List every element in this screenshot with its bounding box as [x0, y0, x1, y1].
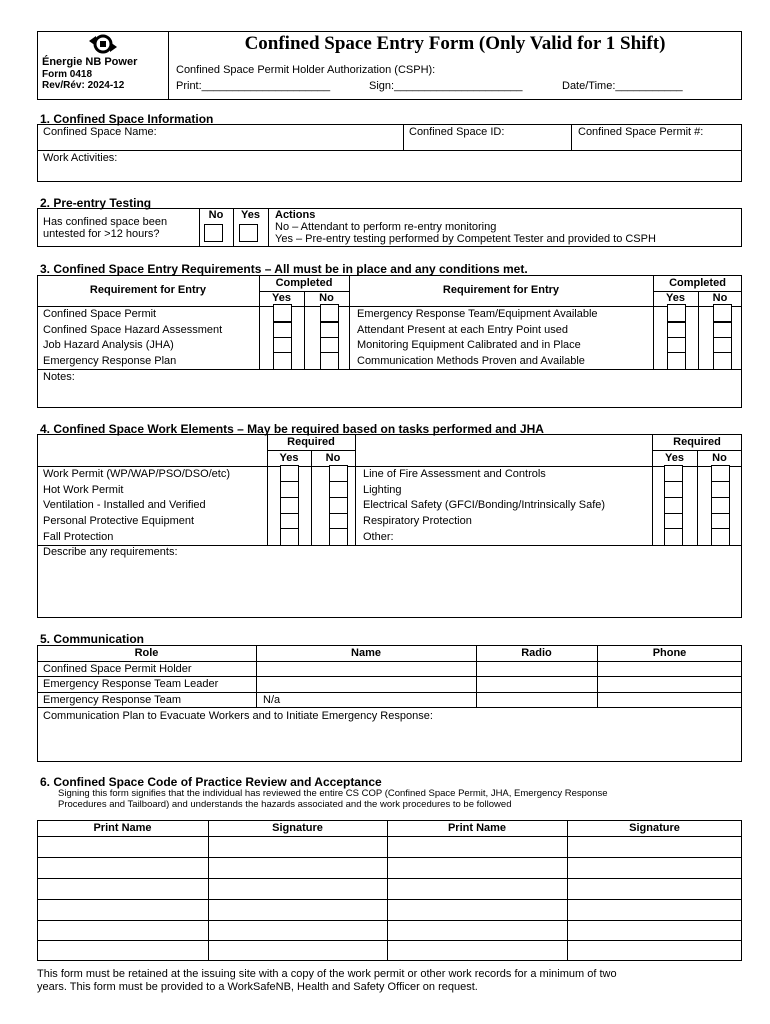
col-divider	[387, 820, 388, 961]
role-item: Emergency Response Team Leader	[43, 678, 219, 690]
pre-entry-question: Has confined space been	[43, 216, 168, 228]
requirement-item: Emergency Response Team/Equipment Available	[357, 308, 598, 320]
yes-header: Yes	[279, 452, 299, 464]
work-activities-field[interactable]: Work Activities:	[43, 152, 118, 164]
work-element-item: Electrical Safety (GFCI/Bonding/Intrinsically Safe)	[363, 499, 606, 511]
requirement-item: Communication Methods Proven and Available	[357, 355, 585, 367]
row-divider	[37, 676, 742, 677]
no-header: No	[712, 452, 727, 464]
work-element-yes-checkbox[interactable]	[664, 528, 683, 546]
no-header: No	[325, 452, 341, 464]
role-item: Confined Space Permit Holder	[43, 663, 192, 675]
requirement-item: Confined Space Permit	[43, 308, 157, 320]
yes-header: Yes	[666, 292, 685, 304]
row-divider	[37, 899, 742, 900]
print-name-header: Print Name	[447, 822, 507, 834]
requirement-item: Job Hazard Analysis (JHA)	[43, 339, 174, 351]
section-6-description: Signing this form signifies that the individual has reviewed the entire CS COP (Confined Space Permit, JHA, Emergency Response	[58, 788, 608, 799]
requirement-no-checkbox[interactable]	[713, 352, 732, 370]
requirement-item: Emergency Response Plan	[43, 355, 177, 367]
actions-header: Actions	[275, 209, 316, 221]
yes-header: Yes	[272, 292, 291, 304]
work-element-item: Ventilation - Installed and Verified	[43, 499, 206, 511]
work-element-no-checkbox[interactable]	[711, 528, 730, 546]
no-header: No	[319, 292, 334, 304]
row-divider	[37, 661, 742, 662]
requirement-yes-checkbox[interactable]	[273, 304, 292, 322]
work-element-no-checkbox[interactable]	[329, 528, 348, 546]
requirement-no-checkbox[interactable]	[320, 352, 339, 370]
revision: Rev/Rév: 2024-12	[42, 80, 125, 91]
required-header-left: Required	[287, 436, 335, 448]
requirement-item: Confined Space Hazard Assessment	[43, 324, 223, 336]
col-divider	[403, 124, 404, 150]
section-5-heading: 5. Communication	[40, 632, 145, 646]
signature-header: Signature	[629, 822, 680, 834]
completed-header-left: Completed	[275, 277, 333, 289]
work-element-other-field[interactable]: Other:	[363, 531, 394, 543]
row-divider	[37, 920, 742, 921]
work-element-item: Hot Work Permit	[43, 484, 124, 496]
row-divider	[37, 707, 742, 708]
col-divider	[355, 434, 356, 545]
row-divider	[37, 878, 742, 879]
col-divider	[567, 820, 568, 961]
no-header: No	[712, 292, 728, 304]
page-title: Confined Space Entry Form (Only Valid for 1 Shift)	[244, 33, 666, 54]
confined-space-name-field[interactable]: Confined Space Name:	[43, 126, 157, 138]
requirement-item: Attendant Present at each Entry Point used	[357, 324, 568, 336]
action-yes: Yes – Pre-entry testing performed by Competent Tester and provided to CSPH	[275, 233, 656, 245]
requirement-no-checkbox[interactable]	[320, 304, 339, 322]
confined-space-id-field[interactable]: Confined Space ID:	[409, 126, 505, 138]
required-header-right: Required	[673, 436, 721, 448]
print-name-header: Print Name	[93, 822, 152, 834]
csph-date-field[interactable]: Date/Time:___________	[562, 80, 683, 92]
work-element-item: Respiratory Protection	[363, 515, 472, 527]
col-divider	[267, 434, 268, 545]
work-element-item: Lighting	[363, 484, 402, 496]
notes-field[interactable]: Notes:	[43, 371, 75, 383]
action-no: No – Attendant to perform re-entry monitoring	[275, 221, 497, 233]
col-divider	[571, 124, 572, 150]
csph-sign-field[interactable]: Sign:_____________________	[369, 80, 523, 92]
row-divider	[37, 466, 742, 467]
nb-power-logo-icon	[86, 33, 120, 55]
pre-entry-no-header: No	[208, 209, 224, 221]
section-4-heading: 4. Confined Space Work Elements – May be required based on tasks performed and JHA	[40, 422, 544, 436]
pre-entry-question: untested for >12 hours?	[43, 228, 160, 240]
signature-header: Signature	[272, 822, 323, 834]
requirement-yes-checkbox[interactable]	[667, 352, 686, 370]
phone-header: Phone	[652, 647, 687, 659]
row-divider	[37, 940, 742, 941]
role-item: Emergency Response Team	[43, 694, 181, 706]
col-divider	[268, 208, 269, 247]
row-divider	[37, 306, 742, 307]
requirement-item: Monitoring Equipment Calibrated and in Place	[357, 339, 581, 351]
row-divider	[37, 857, 742, 858]
pre-entry-yes-checkbox[interactable]	[239, 224, 258, 242]
org-name: Énergie NB Power	[42, 56, 138, 68]
communication-plan-field[interactable]: Communication Plan to Evacuate Workers and to Initiate Emergency Response:	[43, 710, 433, 722]
work-element-item: Line of Fire Assessment and Controls	[363, 468, 546, 480]
section-6-description: Procedures and Tailboard) and understands the hazards associated and the work procedures to be followed	[58, 799, 512, 810]
yes-header: Yes	[665, 452, 684, 464]
name-header: Name	[351, 647, 381, 659]
work-element-item: Fall Protection	[43, 531, 114, 543]
row-divider	[37, 150, 742, 151]
requirement-yes-checkbox[interactable]	[273, 352, 292, 370]
section-2-heading: 2. Pre-entry Testing	[40, 196, 152, 210]
footer-note: years. This form must be provided to a WorkSafeNB, Health and Safety Officer on request.	[37, 981, 478, 993]
confined-space-permit-field[interactable]: Confined Space Permit #:	[578, 126, 704, 138]
section-6-heading: 6. Confined Space Code of Practice Review and Acceptance	[40, 775, 382, 789]
row-divider	[37, 369, 742, 370]
role-header: Role	[134, 647, 159, 659]
work-element-yes-checkbox[interactable]	[280, 528, 299, 546]
completed-header-right: Completed	[669, 277, 726, 289]
col-divider	[652, 434, 653, 545]
section-3-heading: 3. Confined Space Entry Requirements – All must be in place and any conditions met.	[40, 262, 528, 276]
csph-label: Confined Space Permit Holder Authorization (CSPH):	[176, 64, 436, 76]
requirement-header-left: Requirement for Entry	[89, 284, 207, 296]
work-element-item: Personal Protective Equipment	[43, 515, 195, 527]
radio-header: Radio	[521, 647, 552, 659]
work-element-item: Work Permit (WP/WAP/PSO/DSO/etc)	[43, 468, 231, 480]
requirement-yes-checkbox[interactable]	[667, 304, 686, 322]
pre-entry-yes-header: Yes	[241, 209, 260, 221]
form-number: Form 0418	[42, 69, 93, 80]
requirement-no-checkbox[interactable]	[713, 304, 732, 322]
describe-requirements-field[interactable]: Describe any requirements:	[43, 546, 178, 558]
row-divider	[37, 692, 742, 693]
requirement-header-right: Requirement for Entry	[442, 284, 560, 296]
footer-note: This form must be retained at the issuing site with a copy of the work permit or other work records for a minimum of two	[37, 968, 617, 980]
row-divider	[37, 836, 742, 837]
pre-entry-no-checkbox[interactable]	[204, 224, 223, 242]
col-divider	[208, 820, 209, 961]
csph-print-field[interactable]: Print:_____________________	[176, 80, 331, 92]
ert-name-value: N/a	[263, 694, 281, 706]
section-1-heading: 1. Confined Space Information	[40, 112, 214, 126]
